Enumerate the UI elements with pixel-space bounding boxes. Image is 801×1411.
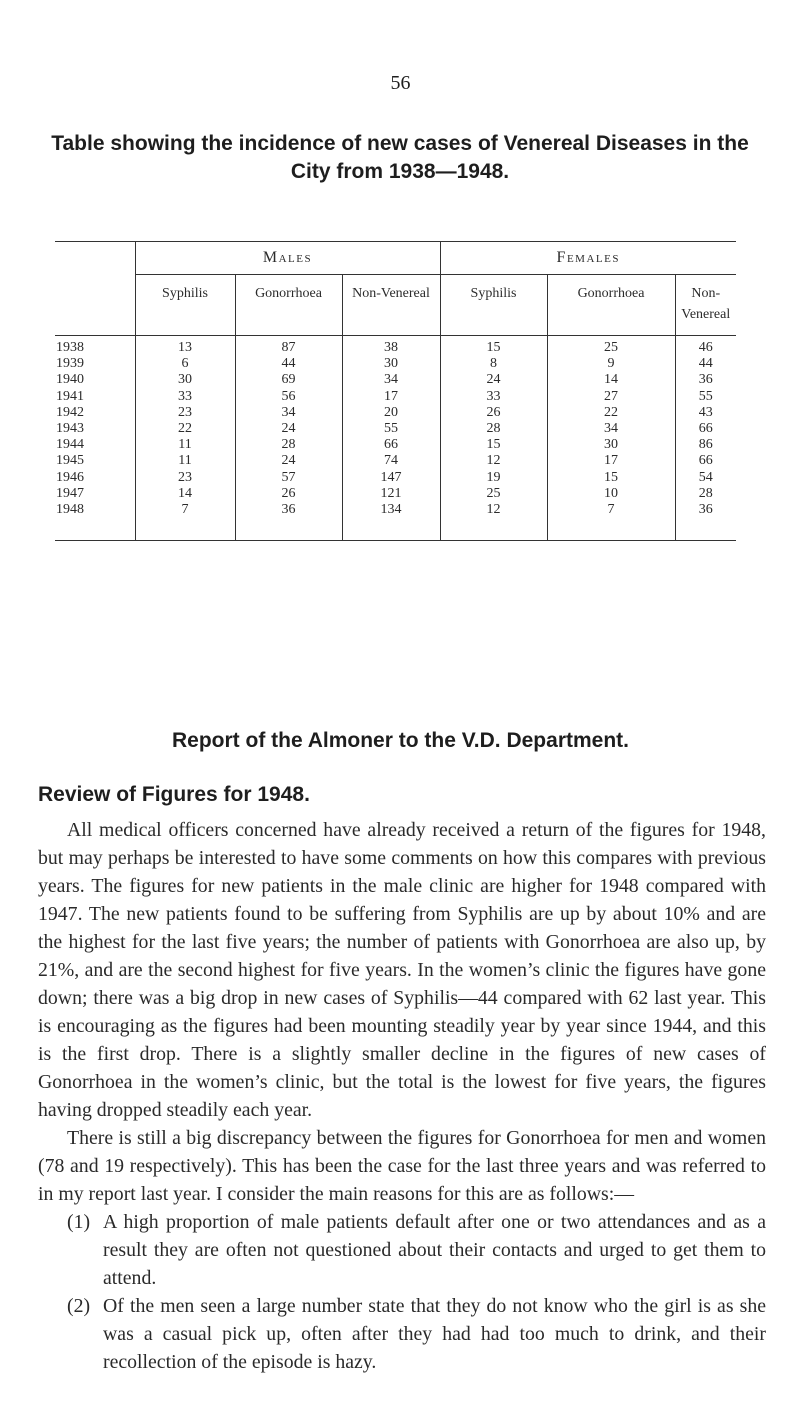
f-gonorrhoea-cell: 30 (547, 437, 675, 453)
table-row (55, 421, 736, 437)
table-row (55, 470, 736, 486)
f-nonvenereal-cell: 36 (675, 372, 736, 388)
male-gonorrhoea-header: Gonorrhoea (235, 275, 342, 336)
year-cell: 1939 (56, 356, 84, 372)
f-syphilis-cell: 28 (440, 421, 547, 437)
m-gonorrhoea-cell: 36 (235, 502, 342, 541)
female-nonvenereal-header: Non-Venereal (675, 275, 736, 336)
m-nonvenereal-cell: 34 (342, 372, 440, 388)
page-number: 56 (390, 72, 411, 94)
year-cell: 1945 (56, 453, 84, 469)
males-header: Males (135, 242, 440, 275)
f-gonorrhoea-cell: 22 (547, 405, 675, 421)
f-nonvenereal-cell: 44 (675, 356, 736, 372)
f-gonorrhoea-cell: 27 (547, 389, 675, 405)
reason-item-1 (38, 1208, 766, 1292)
m-syphilis-cell: 11 (135, 437, 235, 453)
f-gonorrhoea-cell: 15 (547, 470, 675, 486)
m-syphilis-cell: 33 (135, 389, 235, 405)
table-caption: Table showing the incidence of new cases of Venereal Diseases in the City from 1938—1948. (51, 132, 749, 183)
f-syphilis-cell: 33 (440, 389, 547, 405)
f-gonorrhoea-cell: 14 (547, 372, 675, 388)
table-row (55, 356, 736, 372)
table-row (55, 372, 736, 388)
table-row (55, 336, 736, 357)
m-syphilis-cell: 23 (135, 405, 235, 421)
paragraph-1: All medical officers concerned have already received a return of the figures for 1948, but may perhaps be interested to have some comments on how this compares with previous years. The figures for new patients in the male clinic are higher for 1948 compared with 1947. The new patients found to be suffering from Syphilis are up by about 10% and are the highest for the last five years; the number of patients with Gonorrhoea are also up, by 21%, and are the second highest for five years. In the women’s clinic the figures have gone down; there was a big drop in new cases of Syphilis—44 compared with 62 last year. This is encouraging as the figures had been mounting steadily year by year since 1944, and this is the first drop. There is a slightly smaller decline in the figures of new cases of Gonorrhoea in the women’s clinic, but the total is the lowest for five years, the figures having dropped steadily each year. (38, 819, 766, 1121)
f-nonvenereal-cell: 46 (675, 336, 736, 357)
reason-number: (1) (67, 1211, 91, 1233)
m-nonvenereal-cell: 30 (342, 356, 440, 372)
m-syphilis-cell: 11 (135, 453, 235, 469)
f-syphilis-cell: 15 (440, 336, 547, 357)
m-nonvenereal-cell: 17 (342, 389, 440, 405)
year-cell: 1942 (56, 404, 84, 420)
f-syphilis-cell: 26 (440, 405, 547, 421)
m-gonorrhoea-cell: 57 (235, 470, 342, 486)
f-syphilis-cell: 15 (440, 437, 547, 453)
m-syphilis-cell: 13 (135, 336, 235, 357)
table-row (55, 389, 736, 405)
m-gonorrhoea-cell: 87 (235, 336, 342, 357)
m-gonorrhoea-cell: 24 (235, 421, 342, 437)
paragraph-2: There is still a big discrepancy between the figures for Gonorrhoea for men and women (78 and 19 respectively). This has been the case for the last three years and was referred to in my report last year. I consider the main reasons for this are as follows:— (38, 1127, 766, 1205)
male-nonvenereal-header: Non-Venereal (342, 275, 440, 336)
reason-text: Of the men seen a large number state that they do not know who the girl is as she was a casual pick up, often after they had had too much to drink, and their recollection of the episode is hazy. (103, 1295, 766, 1373)
m-syphilis-cell: 23 (135, 470, 235, 486)
m-nonvenereal-cell: 147 (342, 470, 440, 486)
table-row (55, 502, 736, 541)
male-syphilis-header: Syphilis (135, 275, 235, 336)
f-nonvenereal-cell: 66 (675, 421, 736, 437)
year-cell: 1940 (56, 372, 84, 388)
m-nonvenereal-cell: 74 (342, 453, 440, 469)
reason-text: A high proportion of male patients default after one or two attendances and as a result they are often not questioned about their contacts and urged to get them to attend. (103, 1211, 766, 1289)
m-nonvenereal-cell: 20 (342, 405, 440, 421)
female-syphilis-header: Syphilis (440, 275, 547, 336)
m-gonorrhoea-cell: 44 (235, 356, 342, 372)
year-cell: 1943 (56, 421, 84, 437)
f-syphilis-cell: 24 (440, 372, 547, 388)
m-gonorrhoea-cell: 69 (235, 372, 342, 388)
report-title: Report of the Almoner to the V.D. Department. (172, 729, 629, 752)
f-gonorrhoea-cell: 17 (547, 453, 675, 469)
m-gonorrhoea-cell: 28 (235, 437, 342, 453)
table-row (55, 437, 736, 453)
table-row (55, 453, 736, 469)
female-gonorrhoea-header: Gonorrhoea (547, 275, 675, 336)
reason-item-2 (38, 1292, 766, 1376)
m-syphilis-cell: 22 (135, 421, 235, 437)
vd-incidence-table (55, 241, 736, 541)
f-gonorrhoea-cell: 10 (547, 486, 675, 502)
f-gonorrhoea-cell: 34 (547, 421, 675, 437)
f-nonvenereal-cell: 28 (675, 486, 736, 502)
f-syphilis-cell: 12 (440, 453, 547, 469)
year-cell: 1947 (56, 485, 84, 501)
year-header (55, 242, 135, 336)
year-cell: 1938 (56, 340, 84, 356)
f-nonvenereal-cell: 66 (675, 453, 736, 469)
m-syphilis-cell: 7 (135, 502, 235, 541)
f-gonorrhoea-cell: 7 (547, 502, 675, 541)
f-nonvenereal-cell: 55 (675, 389, 736, 405)
f-syphilis-cell: 12 (440, 502, 547, 541)
f-gonorrhoea-cell: 9 (547, 356, 675, 372)
m-nonvenereal-cell: 66 (342, 437, 440, 453)
review-heading: Review of Figures for 1948. (38, 783, 310, 806)
m-nonvenereal-cell: 121 (342, 486, 440, 502)
report-body (38, 816, 766, 1376)
f-nonvenereal-cell: 43 (675, 405, 736, 421)
m-gonorrhoea-cell: 26 (235, 486, 342, 502)
f-syphilis-cell: 19 (440, 470, 547, 486)
m-gonorrhoea-cell: 34 (235, 405, 342, 421)
m-gonorrhoea-cell: 56 (235, 389, 342, 405)
table-row (55, 486, 736, 502)
reasons-list (38, 1208, 766, 1376)
year-cell: 1948 (55, 502, 135, 541)
m-nonvenereal-cell: 55 (342, 421, 440, 437)
f-nonvenereal-cell: 54 (675, 470, 736, 486)
m-nonvenereal-cell: 134 (342, 502, 440, 541)
females-header: Females (440, 242, 736, 275)
f-gonorrhoea-cell: 25 (547, 336, 675, 357)
m-gonorrhoea-cell: 24 (235, 453, 342, 469)
f-syphilis-cell: 8 (440, 356, 547, 372)
table-row (55, 405, 736, 421)
f-nonvenereal-cell: 36 (675, 502, 736, 541)
reason-number: (2) (67, 1295, 91, 1317)
m-nonvenereal-cell: 38 (342, 336, 440, 357)
m-syphilis-cell: 30 (135, 372, 235, 388)
f-nonvenereal-cell: 86 (675, 437, 736, 453)
m-syphilis-cell: 6 (135, 356, 235, 372)
year-cell: 1944 (56, 437, 84, 453)
f-syphilis-cell: 25 (440, 486, 547, 502)
year-cell: 1941 (56, 388, 84, 404)
m-syphilis-cell: 14 (135, 486, 235, 502)
year-cell: 1946 (56, 469, 84, 485)
